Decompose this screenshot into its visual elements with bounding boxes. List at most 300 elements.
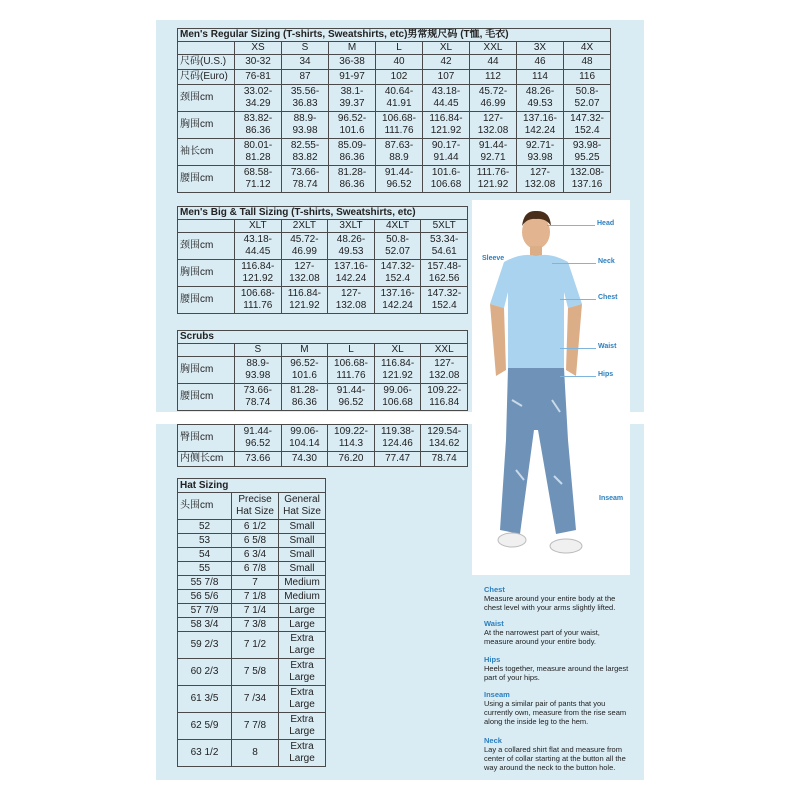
table-row bbox=[178, 659, 326, 686]
cell-line: 44.45 bbox=[433, 98, 459, 109]
table-cell bbox=[329, 112, 376, 139]
table-cell bbox=[421, 260, 468, 287]
table-cell bbox=[235, 233, 282, 260]
table-cell bbox=[421, 384, 468, 411]
table-cell bbox=[235, 112, 282, 139]
table-cell bbox=[374, 357, 421, 384]
cell-line: 88.9 bbox=[389, 152, 409, 163]
table-cell bbox=[235, 260, 282, 287]
hips-line bbox=[560, 376, 596, 377]
waist-description bbox=[484, 619, 629, 646]
table-cell bbox=[376, 166, 423, 193]
table-cell bbox=[517, 112, 564, 139]
cell-line: 116.84 bbox=[429, 397, 460, 408]
table-cell bbox=[282, 139, 329, 166]
table-title: Hat Sizing bbox=[178, 479, 326, 493]
cell-line: 91.44- bbox=[478, 140, 508, 151]
table-title-row bbox=[178, 479, 326, 493]
hat-header bbox=[232, 493, 279, 520]
waist-line bbox=[560, 348, 596, 349]
table-title-row bbox=[178, 207, 468, 220]
table-cell: 76.20 bbox=[328, 452, 375, 467]
cell-line: 78.74 bbox=[245, 397, 271, 408]
waist-text: At the narrowest part of your waist, measure around your entire body. bbox=[484, 628, 600, 646]
table-cell bbox=[281, 357, 328, 384]
table-cell bbox=[376, 85, 423, 112]
cell-line: 46.99 bbox=[480, 98, 506, 109]
inseam-text: Using a similar pair of pants that you currently own, measure from the rise seam along the inside leg to the hem. bbox=[484, 699, 627, 726]
hat-header bbox=[279, 493, 326, 520]
cell-line: 147.32- bbox=[427, 288, 462, 299]
table-cell bbox=[470, 139, 517, 166]
cell-line: 111.76 bbox=[384, 125, 414, 136]
regular-sizing-table bbox=[177, 28, 611, 193]
table-cell: 91-97 bbox=[329, 70, 376, 85]
neck-text: Lay a collared shirt flat and measure from center of collar starting at the button all the way around the neck to the button hole. bbox=[484, 745, 626, 772]
cell-line: 93.98- bbox=[572, 140, 602, 151]
table-title-row bbox=[178, 331, 468, 344]
table-row bbox=[178, 590, 326, 604]
table-cell bbox=[282, 112, 329, 139]
cell-line: 52.07 bbox=[574, 98, 600, 109]
table-cell: 7 1/8 bbox=[232, 590, 279, 604]
cell-line: 99.06- bbox=[383, 385, 412, 396]
cell-line: 86.36 bbox=[339, 179, 365, 190]
cell-line: 152.4 bbox=[574, 125, 600, 136]
table-cell: 78.74 bbox=[421, 452, 468, 467]
table-cell bbox=[517, 166, 564, 193]
cell-line: Hat Size bbox=[283, 506, 321, 517]
cell-line: 82.55- bbox=[290, 140, 320, 151]
cell-line: 86.36 bbox=[339, 152, 365, 163]
row-label: 内侧长cm bbox=[178, 452, 235, 467]
cell-line: 81.28- bbox=[290, 385, 319, 396]
cell-line: 96.52 bbox=[245, 438, 271, 449]
table-cell: 55 7/8 bbox=[178, 576, 232, 590]
head-label: Head bbox=[597, 220, 615, 227]
cell-line: Large bbox=[289, 699, 315, 710]
table-cell bbox=[329, 166, 376, 193]
cell-line: 86.36 bbox=[291, 397, 317, 408]
table-cell bbox=[374, 260, 421, 287]
size-header: 4X bbox=[564, 42, 611, 55]
cell-line: 132.08- bbox=[570, 167, 604, 178]
table-cell bbox=[282, 166, 329, 193]
table-cell bbox=[423, 139, 470, 166]
cell-line: Large bbox=[289, 726, 315, 737]
table-row bbox=[178, 112, 611, 139]
table-cell bbox=[281, 260, 328, 287]
cell-line: 92.71 bbox=[480, 152, 506, 163]
cell-line: 134.62 bbox=[428, 438, 460, 449]
cell-line: 121.92 bbox=[289, 300, 320, 311]
row-label: 尺码(U.S.) bbox=[178, 55, 235, 70]
cell-line: 132.08 bbox=[477, 125, 509, 136]
table-cell bbox=[328, 260, 375, 287]
size-header: 2XLT bbox=[281, 220, 328, 233]
table-cell bbox=[235, 357, 282, 384]
cell-line: Large bbox=[289, 645, 315, 656]
inseam-description bbox=[484, 690, 629, 726]
hips-label: Hips bbox=[598, 371, 614, 378]
cell-line: 45.72- bbox=[290, 234, 319, 245]
table-cell bbox=[421, 357, 468, 384]
cell-line: 127- bbox=[529, 167, 550, 178]
cell-line: 88.9- bbox=[293, 113, 317, 124]
cell-line: 127- bbox=[434, 358, 455, 369]
cell-line: 53.34- bbox=[430, 234, 459, 245]
cell-line: 48.26- bbox=[525, 86, 555, 97]
table-cell bbox=[374, 233, 421, 260]
cell-line: 83.82 bbox=[292, 152, 318, 163]
size-header: S bbox=[235, 344, 282, 357]
cell-line: 147.32- bbox=[380, 261, 415, 272]
size-header-row bbox=[178, 344, 468, 357]
cell-line: 147.32- bbox=[570, 113, 604, 124]
table-row bbox=[178, 520, 326, 534]
row-label: 袖长cm bbox=[178, 139, 235, 166]
table-cell: 54 bbox=[178, 548, 232, 562]
table-row bbox=[178, 686, 326, 713]
cell-line: 96.52- bbox=[290, 358, 319, 369]
table-cell bbox=[517, 85, 564, 112]
size-header: XXL bbox=[470, 42, 517, 55]
cell-line: 101.6 bbox=[339, 125, 365, 136]
cell-line: 91.44 bbox=[433, 152, 459, 163]
table-cell: 36-38 bbox=[329, 55, 376, 70]
table-cell: Small bbox=[279, 520, 326, 534]
cell-line: 87.63- bbox=[384, 140, 414, 151]
cell-line: 33.02- bbox=[243, 86, 273, 97]
table-cell bbox=[423, 166, 470, 193]
cell-line: 48.26- bbox=[336, 234, 366, 245]
table-cell: 7 3/8 bbox=[232, 618, 279, 632]
cell-line: 73.66- bbox=[290, 167, 320, 178]
cell-line: 78.74 bbox=[292, 179, 318, 190]
hat-header: 头围cm bbox=[178, 493, 232, 520]
table-row bbox=[178, 604, 326, 618]
table-cell bbox=[279, 632, 326, 659]
cell-line: 124.46 bbox=[382, 438, 413, 449]
table-row bbox=[178, 139, 611, 166]
cell-line: 109.22- bbox=[334, 426, 368, 437]
table-cell: 77.47 bbox=[374, 452, 421, 467]
table-row bbox=[178, 740, 326, 767]
cell-line: 106.68 bbox=[382, 397, 413, 408]
cell-line: 52.07 bbox=[385, 246, 411, 257]
inseam-heading: Inseam bbox=[484, 690, 510, 699]
table-cell: 46 bbox=[517, 55, 564, 70]
table-cell bbox=[235, 287, 282, 314]
table-title: Men's Big & Tall Sizing (T-shirts, Sweatshirts, etc) bbox=[178, 207, 468, 220]
table-cell: 6 5/8 bbox=[232, 534, 279, 548]
table-cell bbox=[329, 85, 376, 112]
row-label: 颈围cm bbox=[178, 85, 235, 112]
cell-line: 91.44- bbox=[336, 385, 366, 396]
row-label: 胸围cm bbox=[178, 357, 235, 384]
table-cell: 7 7/8 bbox=[232, 713, 279, 740]
table-cell: Small bbox=[279, 548, 326, 562]
chest-heading: Chest bbox=[484, 585, 505, 594]
table-cell: 40 bbox=[376, 55, 423, 70]
cell-line: 142.24 bbox=[382, 300, 413, 311]
big-tall-sizing-table bbox=[177, 206, 468, 314]
cell-line: 44.45 bbox=[245, 246, 271, 257]
table-cell: Small bbox=[279, 534, 326, 548]
table-row bbox=[178, 166, 611, 193]
table-cell bbox=[281, 287, 328, 314]
size-header: S bbox=[282, 42, 329, 55]
cell-line: 93.98 bbox=[527, 152, 553, 163]
cell-line: 111.76- bbox=[476, 167, 510, 178]
cell-line: 121.92 bbox=[242, 273, 274, 284]
cell-line: 127- bbox=[482, 113, 503, 124]
table-cell: 76-81 bbox=[235, 70, 282, 85]
size-header: 4XLT bbox=[374, 220, 421, 233]
waist-label: Waist bbox=[598, 343, 617, 350]
table-cell bbox=[376, 112, 423, 139]
table-cell: Medium bbox=[279, 576, 326, 590]
cell-line: 152.4 bbox=[385, 273, 411, 284]
neck-line bbox=[552, 263, 596, 264]
cell-line: 38.1- bbox=[340, 86, 364, 97]
cell-line: Extra bbox=[290, 633, 314, 644]
table-cell bbox=[421, 233, 468, 260]
cell-line: 54.61 bbox=[431, 246, 457, 257]
table-cell bbox=[421, 287, 468, 314]
size-header: L bbox=[328, 344, 375, 357]
cell-line: 106.68 bbox=[430, 179, 462, 190]
hips-heading: Hips bbox=[484, 655, 501, 664]
table-cell bbox=[376, 139, 423, 166]
cell-line: 116.84- bbox=[380, 358, 415, 369]
hips-text: Heels together, measure around the largest part of your hips. bbox=[484, 664, 629, 682]
table-row bbox=[178, 576, 326, 590]
table-row bbox=[178, 55, 611, 70]
table-row bbox=[178, 233, 468, 260]
blank-cell bbox=[178, 42, 235, 55]
table-cell: 52 bbox=[178, 520, 232, 534]
table-cell: 7 1/4 bbox=[232, 604, 279, 618]
table-cell bbox=[235, 384, 282, 411]
table-row bbox=[178, 562, 326, 576]
chest-label: Chest bbox=[598, 294, 618, 301]
table-row bbox=[178, 632, 326, 659]
table-cell: 74.30 bbox=[281, 452, 328, 467]
table-cell bbox=[374, 425, 421, 452]
table-cell bbox=[421, 425, 468, 452]
scrubs-sizing-table bbox=[177, 330, 468, 411]
table-cell bbox=[470, 85, 517, 112]
cell-line: 132.08 bbox=[524, 179, 556, 190]
size-header: XL bbox=[374, 344, 421, 357]
table-cell: 62 5/9 bbox=[178, 713, 232, 740]
table-cell: 48 bbox=[564, 55, 611, 70]
table-cell bbox=[564, 112, 611, 139]
cell-line: 121.92 bbox=[430, 125, 462, 136]
table-cell bbox=[564, 166, 611, 193]
sleeve-label: Sleeve bbox=[482, 255, 505, 262]
cell-line: 50.8- bbox=[575, 86, 599, 97]
table-cell: 59 2/3 bbox=[178, 632, 232, 659]
size-header: 5XLT bbox=[421, 220, 468, 233]
blank-cell bbox=[178, 344, 235, 357]
blank-cell bbox=[178, 220, 235, 233]
table-title-row bbox=[178, 29, 611, 42]
cell-line: Extra bbox=[290, 660, 314, 671]
cell-line: 116.84- bbox=[287, 288, 321, 299]
hat-header-row bbox=[178, 493, 326, 520]
cell-line: 162.56 bbox=[428, 273, 460, 284]
row-label: 腰围cm bbox=[178, 384, 235, 411]
cell-line: 137.16 bbox=[571, 179, 603, 190]
cell-line: Extra bbox=[290, 741, 314, 752]
row-label: 臀围cm bbox=[178, 425, 235, 452]
cell-line: 43.18- bbox=[243, 234, 272, 245]
cell-line: 96.52- bbox=[337, 113, 367, 124]
cell-line: 116.84- bbox=[429, 113, 463, 124]
table-cell: 56 5/6 bbox=[178, 590, 232, 604]
table-cell: 112 bbox=[470, 70, 517, 85]
table-cell: 102 bbox=[376, 70, 423, 85]
size-header-row bbox=[178, 220, 468, 233]
table-cell: 7 5/8 bbox=[232, 659, 279, 686]
table-cell: 30-32 bbox=[235, 55, 282, 70]
table-cell: 42 bbox=[423, 55, 470, 70]
table-row bbox=[178, 548, 326, 562]
table-cell bbox=[328, 384, 375, 411]
cell-line: 95.25 bbox=[574, 152, 600, 163]
cell-line: 132.08 bbox=[335, 300, 367, 311]
cell-line: Large bbox=[289, 753, 315, 764]
size-header: XL bbox=[423, 42, 470, 55]
table-cell bbox=[517, 139, 564, 166]
table-cell bbox=[470, 112, 517, 139]
inseam-label: Inseam bbox=[599, 495, 624, 502]
cell-line: 96.52 bbox=[386, 179, 412, 190]
cell-line: 83.82- bbox=[243, 113, 273, 124]
table-title: Scrubs bbox=[178, 331, 468, 344]
cell-line: 142.24 bbox=[524, 125, 556, 136]
cell-line: 34.29 bbox=[245, 98, 271, 109]
table-cell: 44 bbox=[470, 55, 517, 70]
chest-description bbox=[484, 585, 629, 612]
cell-line: 104.14 bbox=[289, 438, 320, 449]
cell-line: 132.08 bbox=[428, 370, 460, 381]
table-cell bbox=[328, 357, 375, 384]
table-cell bbox=[374, 287, 421, 314]
cell-line: 49.53 bbox=[527, 98, 553, 109]
table-cell: 73.66 bbox=[235, 452, 282, 467]
table-cell: 63 1/2 bbox=[178, 740, 232, 767]
cell-line: 127- bbox=[340, 288, 361, 299]
cell-line: 106.68- bbox=[240, 288, 275, 299]
neck-heading: Neck bbox=[484, 736, 502, 745]
cell-line: 111.76 bbox=[243, 300, 273, 311]
table-row bbox=[178, 425, 468, 452]
cell-line: 92.71- bbox=[525, 140, 555, 151]
cell-line: Hat Size bbox=[236, 506, 274, 517]
cell-line: 111.76 bbox=[336, 370, 366, 381]
cell-line: 36.83 bbox=[292, 98, 318, 109]
cell-line: 121.92 bbox=[477, 179, 509, 190]
cell-line: 68.58- bbox=[243, 167, 273, 178]
table-cell: 34 bbox=[282, 55, 329, 70]
cell-line: 35.56- bbox=[290, 86, 320, 97]
table-title: Men's Regular Sizing (T-shirts, Sweatshirts, etc)男常规尺码 (T恤, 毛衣) bbox=[178, 29, 611, 42]
cell-line: 114.3 bbox=[338, 438, 364, 449]
table-cell bbox=[564, 85, 611, 112]
size-header-row bbox=[178, 42, 611, 55]
table-cell: 7 /34 bbox=[232, 686, 279, 713]
cell-line: 157.48- bbox=[427, 261, 462, 272]
size-header: XXL bbox=[421, 344, 468, 357]
size-header: XLT bbox=[235, 220, 282, 233]
cell-line: 101.6 bbox=[291, 370, 317, 381]
table-cell bbox=[279, 740, 326, 767]
table-cell: Large bbox=[279, 618, 326, 632]
table-cell bbox=[235, 425, 282, 452]
table-cell: 53 bbox=[178, 534, 232, 548]
table-cell: 55 bbox=[178, 562, 232, 576]
table-cell bbox=[235, 139, 282, 166]
table-cell bbox=[328, 233, 375, 260]
cell-line: 152.4 bbox=[431, 300, 457, 311]
table-cell: Small bbox=[279, 562, 326, 576]
cell-line: 101.6- bbox=[431, 167, 461, 178]
cell-line: 129.54- bbox=[427, 426, 462, 437]
cell-line: 71.12 bbox=[245, 179, 271, 190]
table-cell bbox=[374, 384, 421, 411]
cell-line: 96.52 bbox=[338, 397, 364, 408]
cell-line: 99.06- bbox=[290, 426, 319, 437]
size-header: M bbox=[329, 42, 376, 55]
cell-line: 142.24 bbox=[335, 273, 367, 284]
cell-line: 137.16- bbox=[334, 261, 368, 272]
cell-line: 91.44- bbox=[384, 167, 414, 178]
cell-line: 81.28 bbox=[245, 152, 271, 163]
cell-line: 85.09- bbox=[337, 140, 367, 151]
table-cell: 6 1/2 bbox=[232, 520, 279, 534]
table-cell bbox=[279, 713, 326, 740]
cell-line: 46.99 bbox=[291, 246, 317, 257]
cell-line: 43.18- bbox=[431, 86, 461, 97]
table-row bbox=[178, 85, 611, 112]
head-line bbox=[547, 225, 595, 226]
table-cell: 7 1/2 bbox=[232, 632, 279, 659]
size-header: L bbox=[376, 42, 423, 55]
table-cell bbox=[279, 659, 326, 686]
table-cell bbox=[329, 139, 376, 166]
table-cell bbox=[423, 85, 470, 112]
table-cell bbox=[279, 686, 326, 713]
table-row bbox=[178, 70, 611, 85]
row-label: 腰围cm bbox=[178, 287, 235, 314]
cell-line: 106.68- bbox=[382, 113, 416, 124]
table-cell bbox=[282, 85, 329, 112]
table-cell: 6 3/4 bbox=[232, 548, 279, 562]
size-header: M bbox=[281, 344, 328, 357]
table-cell: 116 bbox=[564, 70, 611, 85]
cell-line: 86.36 bbox=[245, 125, 271, 136]
size-header: 3XLT bbox=[328, 220, 375, 233]
chest-text: Measure around your entire body at the chest level with your arms slightly lifted. bbox=[484, 594, 616, 612]
table-cell: Large bbox=[279, 604, 326, 618]
cell-line: 116.84- bbox=[241, 261, 275, 272]
table-row bbox=[178, 260, 468, 287]
table-cell: 57 7/9 bbox=[178, 604, 232, 618]
cell-line: 119.38- bbox=[380, 426, 415, 437]
